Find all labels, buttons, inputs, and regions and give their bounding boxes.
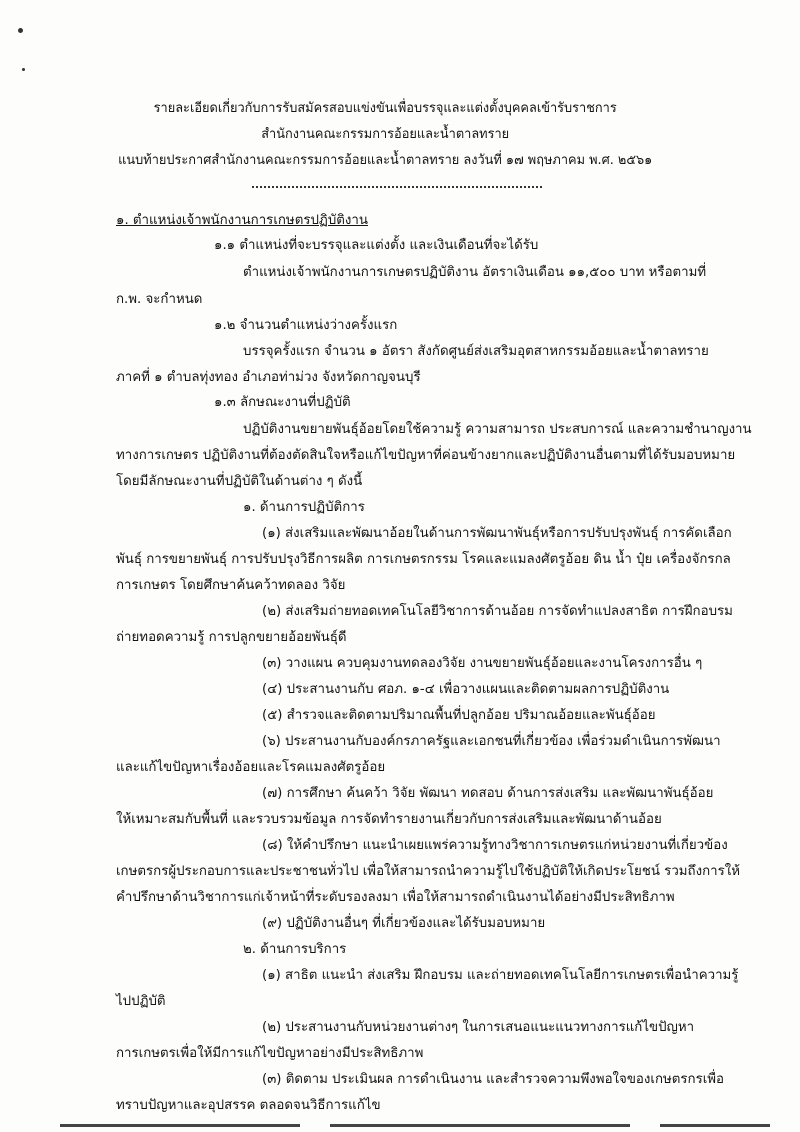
paragraph-line: โดยมีลักษณะงานที่ปฏิบัติในด้านต่าง ๆ ดังนี้ [116,474,363,489]
paragraph-line: ตำแหน่งเจ้าพนักงานการเกษตรปฏิบัติงาน อัตราเงินเดือน ๑๑,๕๐๐ บาท หรือตามที่ [243,265,707,280]
scan-edge-artifact [60,1124,300,1127]
paragraph-line: ทราบปัญหาและอุปสรรค ตลอดจนวิธีการแก้ไข [116,1098,381,1113]
list-item: (๘) ให้คำปรึกษา แนะนำเผยแพร่ความรู้ทางวิชาการเกษตรแก่หน่วยงานที่เกี่ยวข้อง [262,838,728,853]
list-item: (๗) การศึกษา ค้นคว้า วิจัย พัฒนา ทดสอบ ด้านการส่งเสริม และพัฒนาพันธุ์อ้อย [262,786,714,801]
list-item: (๓) วางแผน ควบคุมงานทดลองวิจัย งานขยายพันธุ์อ้อยและงานโครงการอื่น ๆ [262,656,703,671]
section-heading-1: ๑. ตำแหน่งเจ้าพนักงานการเกษตรปฏิบัติงาน [116,213,368,228]
paragraph-line: การเกษตร โดยศึกษาค้นคว้าทดลอง วิจัย [116,578,346,593]
scan-edge-artifact [330,1124,630,1127]
paragraph-line: ปฏิบัติงานขยายพันธุ์อ้อยโดยใช้ความรู้ ความสามารถ ประสบการณ์ และความชำนาญงาน [243,422,752,437]
dotted-separator [252,186,542,188]
paragraph-line: เกษตรกรผู้ประกอบการและประชาชนทั่วไป เพื่อให้สามารถนำความรู้ไปใช้ปฏิบัติให้เกิดประโยชน์ รวมถึงการให้ [116,864,741,879]
paragraph-line: ให้เหมาะสมกับพื้นที่ และรวบรวมข้อมูล การจัดทำรายงานเกี่ยวกับการส่งเสริมและพัฒนาด้านอ้อย [116,812,662,827]
subheading-1-1: ๑.๑ ตำแหน่งที่จะบรรจุและแต่งตั้ง และเงินเดือนที่จะได้รับ [214,238,539,253]
list-item: (๔) ประสานงานกับ ศอภ. ๑-๔ เพื่อวางแผนและติดตามผลการปฏิบัติงาน [262,682,670,697]
scan-speck [18,28,23,33]
list-item: (๕) สำรวจและติดตามปริมาณพื้นที่ปลูกอ้อย ปริมาณอ้อยและพันธุ์อ้อย [262,708,656,723]
paragraph-line: ก.พ. จะกำหนด [116,292,203,307]
subheading-1-3: ๑.๓ ลักษณะงานที่ปฏิบัติ [214,395,351,410]
paragraph-line: ไปปฏิบัติ [116,994,166,1009]
doc-title-line2: สำนักงานคณะกรรมการอ้อยและน้ำตาลทราย [261,127,510,142]
list-item: (๑) สาธิต แนะนำ ส่งเสริม ฝึกอบรม และถ่ายทอดเทคโนโลยีการเกษตรเพื่อนำความรู้ [262,968,739,983]
paragraph-line: พันธุ์ การขยายพันธุ์ การปรับปรุงวิธีการผลิต การเกษตรกรรม โรคและแมลงศัตรูอ้อย ดิน น้ำ ปุ๋ย เครื่องจักรกล [116,552,731,567]
paragraph-line: ทางการเกษตร ปฏิบัติงานที่ต้องตัดสินใจหรือแก้ไขปัญหาที่ค่อนข้างยากและปฏิบัติงานอื่นตามที่ได้รับมอบหมาย [116,448,736,463]
paragraph-line: ถ่ายทอดความรู้ การปลูกขยายอ้อยพันธุ์ดี [116,630,347,645]
list-item: (๑) ส่งเสริมและพัฒนาอ้อยในด้านการพัฒนาพันธุ์หรือการปรับปรุงพันธุ์ การคัดเลือก [262,526,732,541]
subheading-1-2: ๑.๒ จำนวนตำแหน่งว่างครั้งแรก [214,318,398,333]
list-item: (๙) ปฏิบัติงานอื่นๆ ที่เกี่ยวข้องและได้รับมอบหมาย [262,916,546,931]
list-item: (๓) ติดตาม ประเมินผล การดำเนินงาน และสำรวจความพึงพอใจของเกษตรกรเพื่อ [262,1072,725,1087]
paragraph-line: และแก้ไขปัญหาเรื่องอ้อยและโรคแมลงศัตรูอ้อย [116,760,386,775]
list-item: (๖) ประสานงานกับองค์กรภาครัฐและเอกชนที่เกี่ยวข้อง เพื่อร่วมดำเนินการพัฒนา [262,734,721,749]
paragraph-line: ภาคที่ ๑ ตำบลทุ่งทอง อำเภอท่าม่วง จังหวัดกาญจนบุรี [116,370,421,385]
list-heading-services: ๒. ด้านการบริการ [243,942,347,957]
scan-speck [22,68,25,71]
list-item: (๒) ส่งเสริมถ่ายทอดเทคโนโลยีวิชาการด้านอ้อย การจัดทำแปลงสาธิต การฝึกอบรม [262,604,733,619]
paragraph-line: บรรจุครั้งแรก จำนวน ๑ อัตรา สังกัดศูนย์ส่งเสริมอุตสาหกรรมอ้อยและน้ำตาลทราย [243,344,709,359]
paragraph-line: คำปรึกษาด้านวิชาการแก่เจ้าหน้าที่ระดับรองลงมา เพื่อให้สามารถดำเนินงานได้อย่างมีประสิทธิภาพ [116,890,675,905]
list-heading-operations: ๑. ด้านการปฏิบัติการ [243,500,365,515]
doc-title-line1: รายละเอียดเกี่ยวกับการรับสมัครสอบแข่งขันเพื่อบรรจุและแต่งตั้งบุคคลเข้ารับราชการ [153,101,617,116]
paragraph-line: การเกษตรเพื่อให้มีการแก้ไขปัญหาอย่างมีประสิทธิภาพ [116,1046,424,1061]
list-item: (๒) ประสานงานกับหน่วยงานต่างๆ ในการเสนอแนะแนวทางการแก้ไขปัญหา [262,1020,695,1035]
scan-edge-artifact [660,1124,770,1127]
doc-title-line3: แนบท้ายประกาศสำนักงานคณะกรรมการอ้อยและน้ำตาลทราย ลงวันที่ ๑๗ พฤษภาคม พ.ศ. ๒๕๖๑ [118,153,653,168]
